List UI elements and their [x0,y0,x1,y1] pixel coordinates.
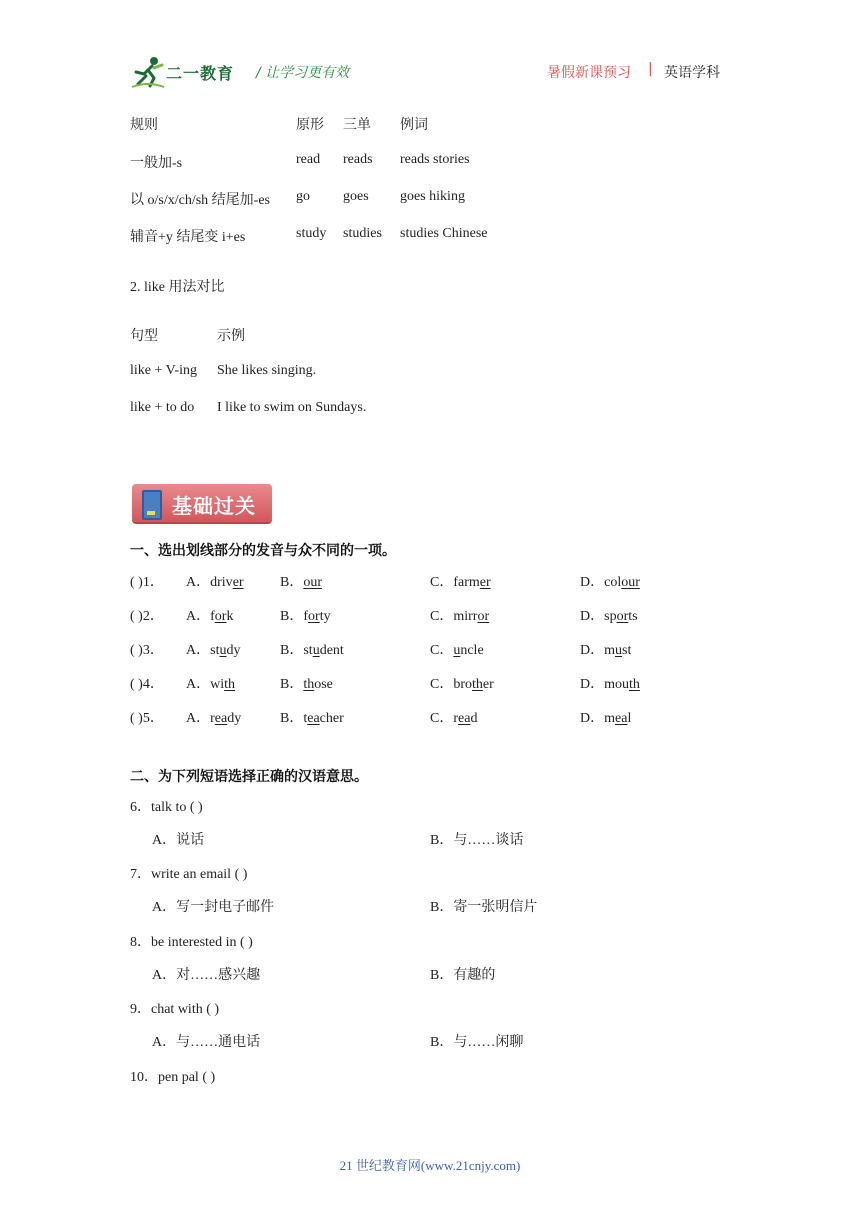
question-number: ( )5． [130,711,164,726]
option-b [280,605,331,625]
option-b [280,571,322,591]
option-b: B．与……谈话 [430,833,524,848]
rules-header-example: 例词 [400,118,428,133]
option-text: wi [210,677,225,692]
option-text: st [622,643,632,658]
option-d [580,571,640,591]
like-header-example: 示例 [217,329,245,344]
logo [130,56,242,90]
rules-header-third: 三单 [343,118,371,133]
badge-label: 基础过关 [172,494,256,518]
footer: 21 世纪教育网(www.21cnjy.com) [339,1158,521,1173]
option-c [430,639,484,659]
option-text: D． [580,643,605,658]
rules-header-rule: 规则 [130,118,158,133]
underlined-letters: th [629,677,640,692]
rules-cell: reads stories [400,152,470,167]
phrase-question: 9．chat with ( ) [130,1002,220,1017]
option-text: k [226,609,234,624]
option-a: A．对……感兴趣 [152,968,261,983]
rules-cell: studies [343,226,382,241]
option-text: f [210,609,215,624]
rules-cell: goes [343,189,369,204]
option-text: ty [319,609,331,624]
option-text: farm [453,575,480,590]
option-text: sp [604,609,617,624]
underlined-letters: u [615,643,623,658]
option-a [186,605,233,625]
option-text: m [604,711,616,726]
option-text: C． [430,575,454,590]
option-text: d [470,711,478,726]
like-cell: like + V-ing [130,363,198,378]
underlined-letters: u [312,643,320,658]
rules-cell: study [296,226,327,241]
option-text: dy [226,643,241,658]
option-c [430,605,489,625]
option-text: D． [580,609,605,624]
option-c [430,571,491,591]
rules-cell: 一般加-s [130,156,183,171]
option-d [580,639,631,659]
option-a: A．与……通电话 [152,1035,261,1050]
option-b [280,673,333,693]
option-text: C． [430,711,454,726]
like-cell: She likes singing. [217,363,317,378]
option-text: l [627,711,632,726]
option-a [186,707,241,727]
option-d [580,605,638,625]
like-cell: like + to do [130,400,195,415]
question-number: ( )1． [130,575,164,590]
phrase-question: 7．write an email ( ) [130,867,248,882]
rules-cell: reads [343,152,373,167]
option-a: A．写一封电子邮件 [152,900,275,915]
option-text: A． [186,677,211,692]
book-icon [142,490,162,520]
underlined-letters: our [621,575,640,590]
like-header-pattern: 句型 [130,329,158,344]
option-text: col [604,575,622,590]
option-text: B． [280,575,304,590]
runner-logo-icon [130,56,166,90]
option-text: dy [227,711,242,726]
underlined-letters: ea [214,711,228,726]
option-b: B．寄一张明信片 [430,900,538,915]
underlined-letters: th [303,677,315,692]
like-section-title: 2. like 用法对比 [130,280,225,295]
option-text: A． [186,643,211,658]
underlined-letters: u [219,643,227,658]
rules-cell: 以 o/s/x/ch/sh 结尾加-es [130,193,270,208]
course-label: 暑假新课预习 [547,65,631,81]
option-text: f [303,609,309,624]
option-b [280,639,344,659]
question-number: ( )2． [130,609,164,624]
underlined-letters: er [232,575,244,590]
option-text: dent [319,643,344,658]
option-text: ts [628,609,638,624]
option-a: A．说话 [152,833,205,848]
option-a [186,571,244,591]
option-text: t [303,711,308,726]
option-text: ose [314,677,333,692]
option-text: C． [430,609,454,624]
option-text: A． [186,711,211,726]
option-b: B．与……闲聊 [430,1035,524,1050]
question-number: ( )4． [130,677,164,692]
option-text: ncle [460,643,484,658]
option-text: C． [430,643,454,658]
rules-cell: 辅音+y 结尾变 i+es [130,230,246,245]
option-text: B． [280,609,304,624]
option-text: mou [604,677,630,692]
option-text: m [604,643,616,658]
underlined-letters: or [214,609,227,624]
underlined-letters: th [224,677,236,692]
option-text: A． [186,609,211,624]
like-cell: I like to swim on Sundays. [217,400,367,415]
rules-header-base: 原形 [296,118,324,133]
option-text: B． [280,677,304,692]
part2-title: 二、为下列短语选择正确的汉语意思。 [130,769,368,785]
underlined-letters: ea [615,711,628,726]
option-text: r [453,711,459,726]
option-a [186,673,235,693]
option-text: r [210,711,215,726]
underlined-letters: or [477,609,490,624]
phrase-question: 8．be interested in ( ) [130,935,253,950]
option-text: st [210,643,220,658]
phrase-question: 6．talk to ( ) [130,800,203,815]
option-a [186,639,240,659]
underlined-letters: ea [307,711,320,726]
option-text: C． [430,677,454,692]
underlined-letters: er [479,575,491,590]
rules-cell: go [296,189,310,204]
option-d [580,707,631,727]
option-text: er [482,677,494,692]
section-badge [132,484,272,522]
underlined-letters: or [308,609,320,624]
rules-cell: read [296,152,321,167]
option-b [280,707,344,727]
option-c [430,673,494,693]
option-text: mirr [453,609,478,624]
underlined-letters: or [616,609,629,624]
option-text: bro [453,677,473,692]
option-text: B． [280,643,304,658]
rules-cell: studies Chinese [400,226,488,241]
option-text: A． [186,575,211,590]
option-text: D． [580,575,605,590]
option-text: B． [280,711,304,726]
option-c [430,707,477,727]
option-text: st [303,643,313,658]
underlined-letters: u [453,643,461,658]
subject-label: 英语学科 [664,65,720,81]
phrase-question: 10．pen pal ( ) [130,1070,216,1085]
option-text: cher [319,711,344,726]
option-text: driv [210,575,233,590]
option-text: D． [580,711,605,726]
underlined-letters: th [472,677,483,692]
option-text: D． [580,677,605,692]
underlined-letters: ea [458,711,471,726]
slogan: / 让学习更有效 [256,65,350,81]
rules-cell: goes hiking [400,189,465,204]
question-number: ( )3． [130,643,164,658]
option-b: B．有趣的 [430,968,496,983]
underlined-letters: our [303,575,323,590]
logo-text: 二一教育 [166,64,235,83]
header-separator: | [648,61,653,77]
part1-title: 一、选出划线部分的发音与众不同的一项。 [130,543,396,559]
option-d [580,673,640,693]
